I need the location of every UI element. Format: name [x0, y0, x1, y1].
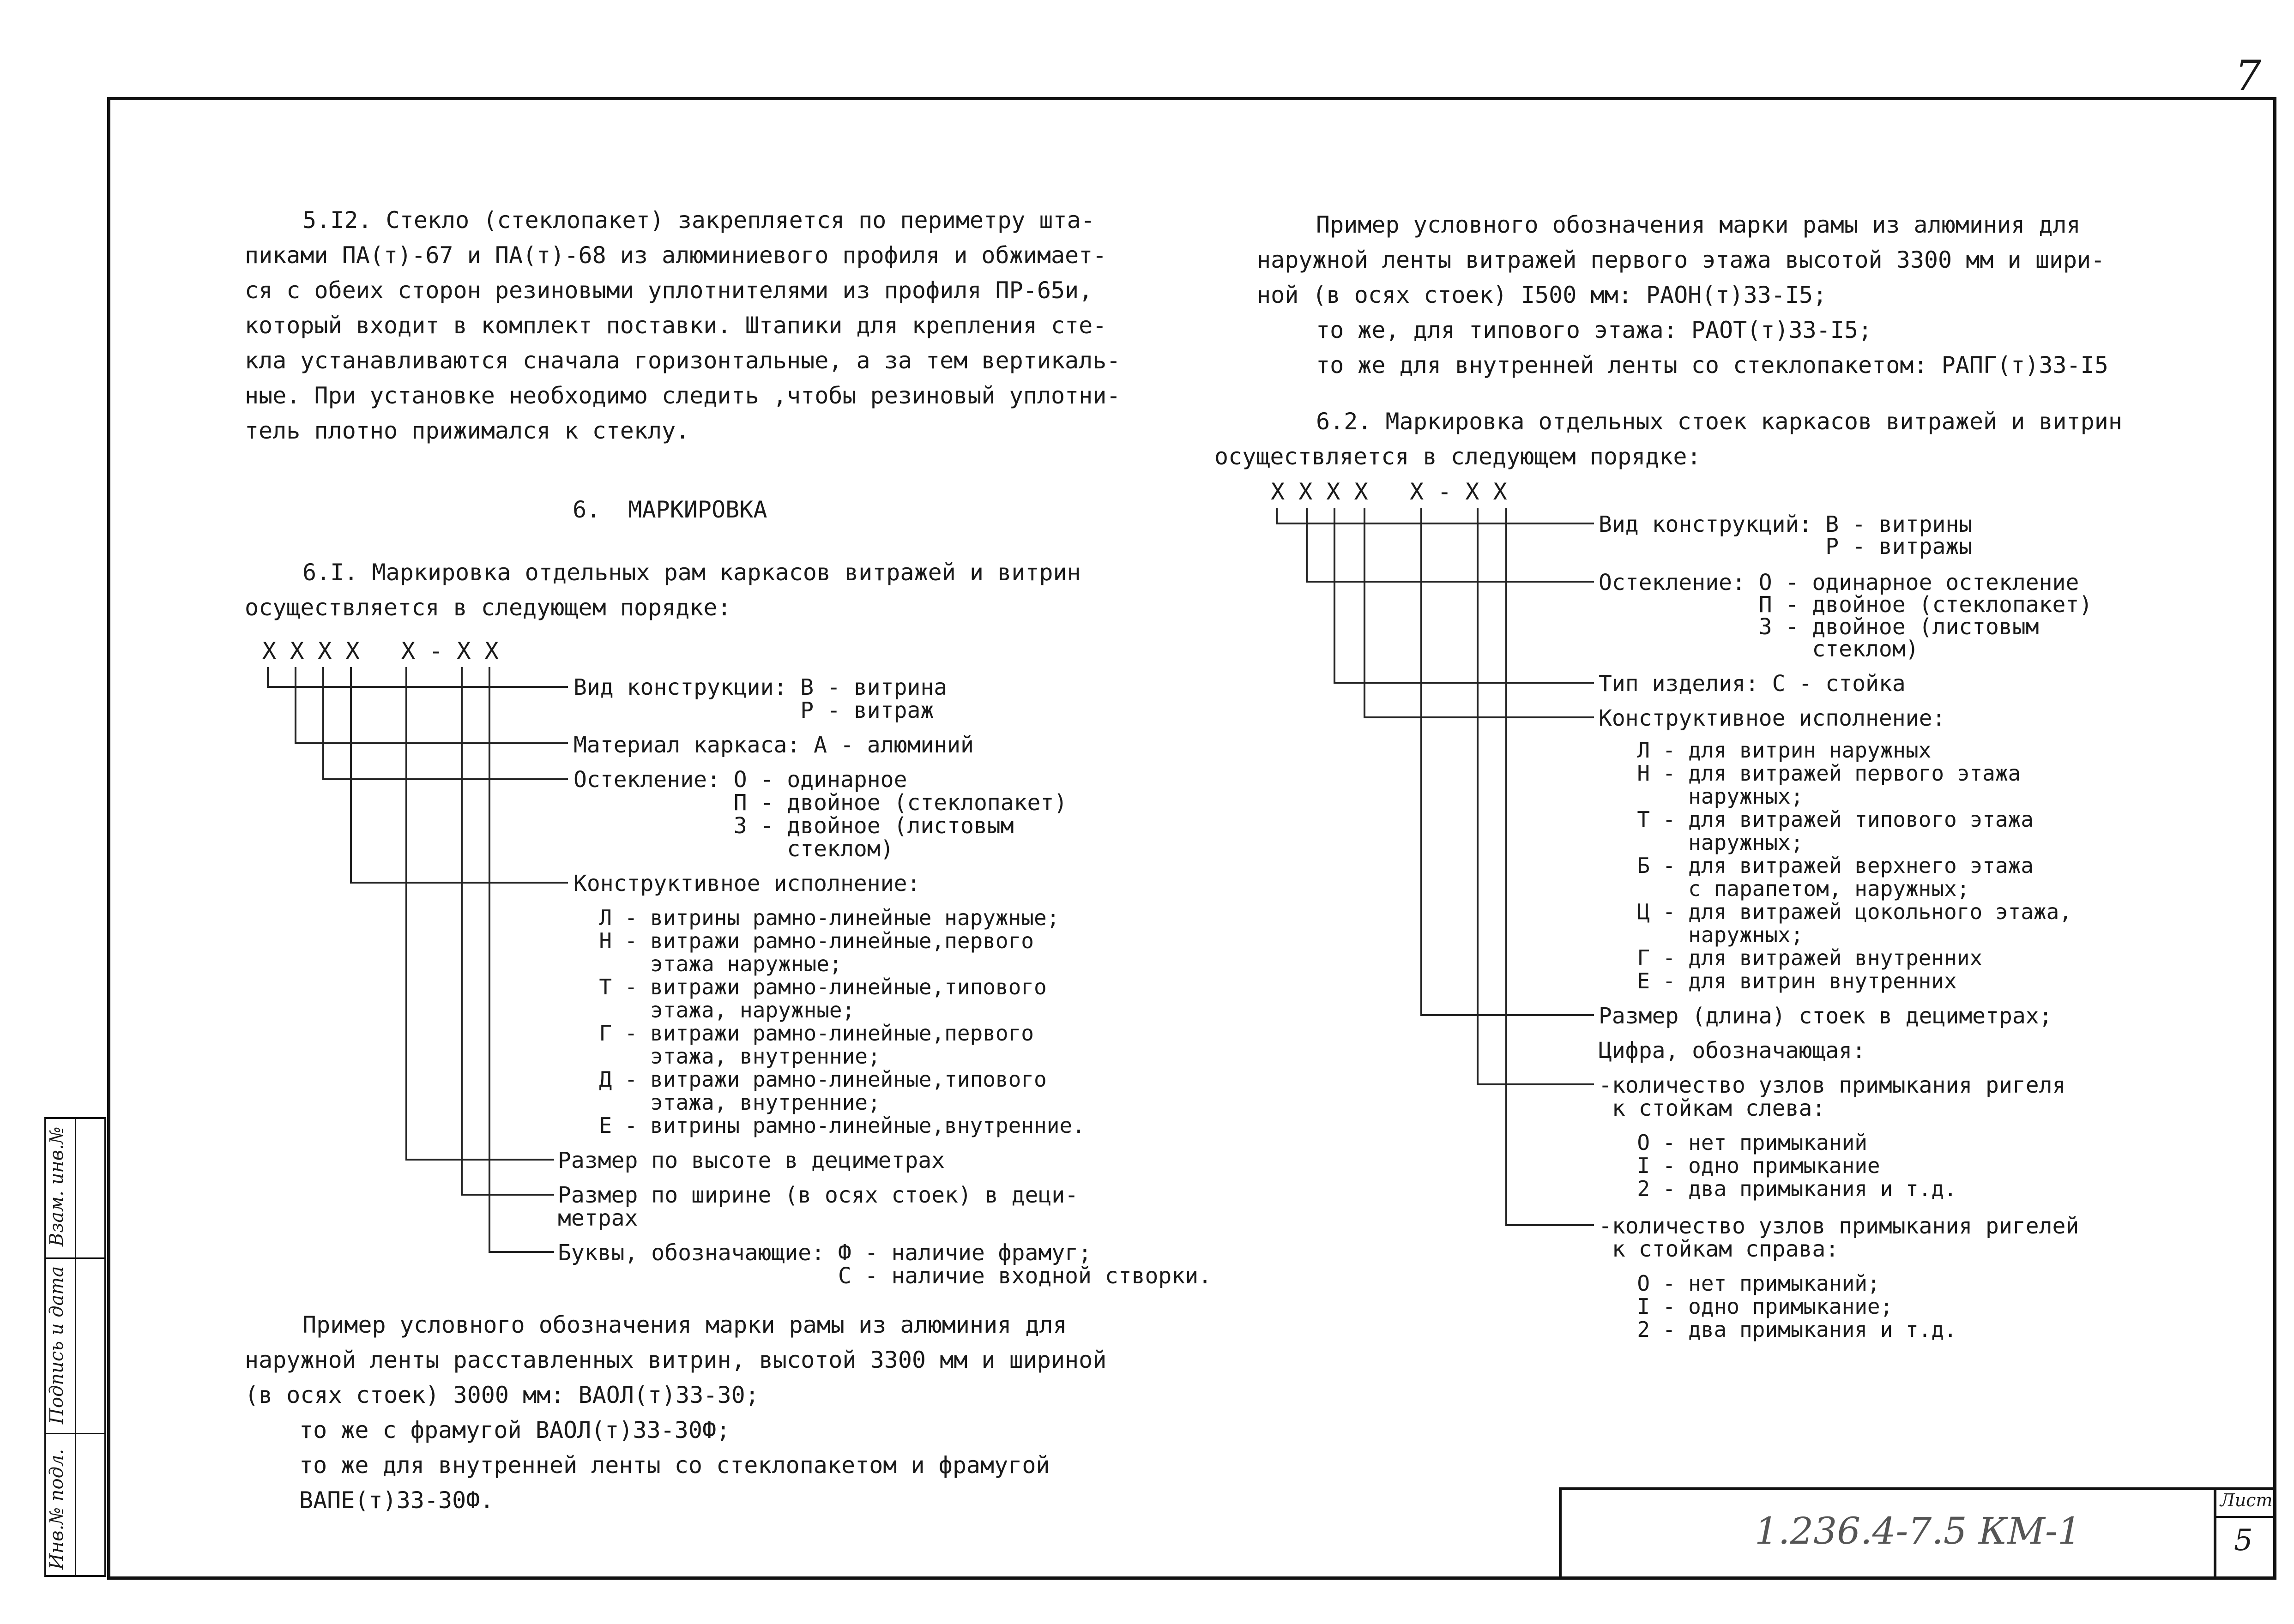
- leader-line: [1364, 508, 1594, 717]
- diagram-line: с парапетом, наружных;: [1612, 876, 1970, 901]
- diagram-line: Р - витраж: [574, 698, 934, 723]
- diagram-line: О - нет примыканий: [1612, 1130, 1867, 1155]
- left-example-line: то же с фрамугой ВАОЛ(т)33-30Ф;: [299, 1417, 730, 1444]
- para-6-1-line: 6.I. Маркировка отдельных рам каркасов витражей и витрин: [302, 559, 1081, 586]
- diagram-line: Д - витражи рамно-линейные,типового: [574, 1067, 1047, 1092]
- para-5-12-line: ные. При установке необходимо следить ,чтобы резиновый уплотни-: [245, 382, 1121, 409]
- right-example-line: то же для внутренней ленты со стеклопакетом: РАПГ(т)33-I5: [1316, 352, 2108, 379]
- diagram-line: Остекление: О - одинарное остекление: [1599, 570, 2079, 595]
- left-example-line: (в осях стоек) 3000 мм: ВАОЛ(т)33-30;: [245, 1382, 759, 1408]
- para-5-12-line: кла устанавливаются сначала горизонтальные, а за тем вертикаль-: [245, 347, 1121, 374]
- left-example-line: то же для внутренней ленты со стеклопакетом и фрамугой: [299, 1452, 1050, 1479]
- para-5-12-line: который входит в комплект поставки. Штапики для крепления сте-: [245, 312, 1107, 339]
- left-example-line: Пример условного обозначения марки рамы из алюминия для: [302, 1311, 1067, 1338]
- leader-line: [1334, 508, 1594, 683]
- right-example-line: ной (в осях стоек) I500 мм: РАОН(т)33-I5;: [1257, 282, 1827, 308]
- diagram-line: -количество узлов примыкания ригеля: [1599, 1072, 2066, 1098]
- diagram-line: Л - для витрин наружных: [1612, 738, 1932, 763]
- diagram-line: этажа наружные;: [574, 951, 842, 976]
- diagram-line: Размер по ширине (в осях стоек) в деци-: [558, 1182, 1079, 1208]
- diagram-line: наружных;: [1612, 784, 1804, 809]
- right-example-line: наружной ленты витражей первого этажа высотой 3300 мм и шири-: [1257, 247, 2105, 273]
- diagram-line: Н - витражи рамно-линейные,первого: [574, 928, 1034, 953]
- diagram-line: Тип изделия: С - стойка: [1599, 671, 1906, 697]
- diagram-line: Размер (длина) стоек в дециметрах;: [1599, 1003, 2053, 1029]
- diagram-line: Вид конструкций: В - витрины: [1599, 511, 1973, 537]
- diagram-line: З - двойное (листовым: [574, 813, 1014, 839]
- diagram-line: Л - витрины рамно-линейные наружные;: [574, 905, 1060, 930]
- diagram-line: Б - для витражей верхнего этажа: [1612, 853, 2034, 878]
- stamp-sign-date-label: Подпись и дата: [46, 1266, 67, 1424]
- diagram-line: I - одно примыкание: [1612, 1153, 1880, 1178]
- diagram-line: метрах: [558, 1205, 638, 1231]
- diagram-line: Размер по высоте в дециметрах: [558, 1148, 945, 1173]
- left-example-line: наружной ленты расставленных витрин, высотой 3300 мм и шириной: [245, 1347, 1107, 1373]
- diagram-line: к стойкам слева:: [1599, 1095, 1826, 1121]
- leader-line: [1421, 508, 1594, 1015]
- corner-mark: 7: [2235, 52, 2262, 100]
- stamp-replace-label: Взам. инв.№: [46, 1126, 67, 1246]
- leader-line: [462, 667, 554, 1195]
- diagram-line: О - нет примыканий;: [1612, 1271, 1880, 1296]
- leader-line: [268, 667, 568, 687]
- para-6-1-line: осуществляется в следующем порядке:: [245, 594, 731, 621]
- para-5-12-line: пиками ПА(т)-67 и ПА(т)-68 из алюминиевого профиля и обжимает-: [245, 242, 1107, 269]
- diagram-line: П - двойное (стеклопакет): [1599, 592, 2093, 618]
- sheet-divider: [2214, 1516, 2276, 1518]
- diagram-line: З - двойное (листовым: [1599, 614, 2039, 640]
- drawing-code: 1.236.4-7.5 КМ-1: [1755, 1510, 2081, 1552]
- diagram-line: Цифра, обозначающая:: [1599, 1038, 1865, 1064]
- diagram-line: стеклом): [574, 836, 894, 862]
- leader-line: [1478, 508, 1594, 1084]
- section-title: 6. МАРКИРОВКА: [573, 496, 767, 523]
- sheet-number: 5: [2234, 1523, 2253, 1558]
- diagram-line: Е - витрины рамно-линейные,внутренние.: [574, 1113, 1085, 1138]
- diagram-line: этажа, внутренние;: [574, 1044, 881, 1069]
- diagram-line: Т - для витражей типового этажа: [1612, 807, 2034, 832]
- diagram-line: Конструктивное исполнение:: [574, 871, 921, 896]
- leader-line: [323, 667, 568, 779]
- diagram-line: к стойкам справа:: [1599, 1236, 1839, 1262]
- leader-line: [351, 667, 568, 883]
- para-6-2-line: осуществляется в следующем порядке:: [1214, 443, 1701, 470]
- para-6-2-line: 6.2. Маркировка отдельных стоек каркасов витражей и витрин: [1316, 408, 2122, 435]
- diagram-line: этажа, наружные;: [574, 998, 855, 1023]
- para-5-12-line: тель плотно прижимался к стеклу.: [245, 417, 690, 444]
- right-example-line: то же, для типового этажа: РАОТ(т)33-I5;: [1316, 317, 1872, 343]
- diagram-line: П - двойное (стеклопакет): [574, 790, 1068, 816]
- diagram-line: Ц - для витражей цокольного этажа,: [1612, 899, 2072, 924]
- diagram-line: Н - для витражей первого этажа: [1612, 761, 2021, 786]
- diagram-line: Г - для витражей внутренних: [1612, 945, 1983, 970]
- diagram-line: I - одно примыкание;: [1612, 1294, 1893, 1319]
- leader-line: [1277, 508, 1594, 523]
- diagram-line: Г - витражи рамно-линейные,первого: [574, 1021, 1034, 1046]
- diagram-line: Буквы, обозначающие: Ф - наличие фрамуг;: [558, 1240, 1092, 1266]
- diagram-line: Остекление: О - одинарное: [574, 767, 907, 793]
- diagram-line: Материал каркаса: А - алюминий: [574, 732, 974, 758]
- code-pattern-frames: Х Х Х Х Х - Х Х: [262, 638, 499, 664]
- diagram-line: 2 - два примыкания и т.д.: [1612, 1176, 1957, 1201]
- leader-line: [1506, 508, 1594, 1225]
- diagram-line: С - наличие входной створки.: [558, 1263, 1212, 1289]
- leader-line: [1307, 508, 1594, 582]
- stamp-inv-label: Инв.№ подл.: [46, 1449, 67, 1570]
- code-pattern-posts: Х Х Х Х Х - Х Х: [1271, 478, 1507, 505]
- diagram-line: наружных;: [1612, 830, 1804, 855]
- para-5-12-line: 5.I2. Стекло (стеклопакет) закрепляется по периметру шта-: [302, 207, 1095, 234]
- sheet-label: Лист: [2220, 1490, 2273, 1510]
- diagram-line: наружных;: [1612, 922, 1804, 947]
- leader-line: [296, 667, 568, 743]
- leader-line: [406, 667, 554, 1160]
- diagram-line: Т - витражи рамно-линейные,типового: [574, 974, 1047, 999]
- diagram-line: Е - для витрин внутренних: [1612, 968, 1957, 993]
- diagram-line: Р - витражы: [1599, 534, 1973, 559]
- diagram-line: стеклом): [1599, 636, 1919, 662]
- diagram-line: -количество узлов примыкания ригелей: [1599, 1213, 2079, 1239]
- leader-line: [489, 667, 554, 1252]
- diagram-line: Конструктивное исполнение:: [1599, 705, 1946, 731]
- right-example-line: Пример условного обозначения марки рамы из алюминия для: [1316, 211, 2081, 238]
- para-5-12-line: ся с обеих сторон резиновыми уплотнителями из профиля ПР-65и,: [245, 277, 1093, 304]
- diagram-line: Вид конструкции: В - витрина: [574, 674, 948, 700]
- left-example-line: ВАПЕ(т)33-30Ф.: [299, 1487, 494, 1514]
- diagram-line: этажа, внутренние;: [574, 1090, 881, 1115]
- diagram-line: 2 - два примыкания и т.д.: [1612, 1317, 1957, 1342]
